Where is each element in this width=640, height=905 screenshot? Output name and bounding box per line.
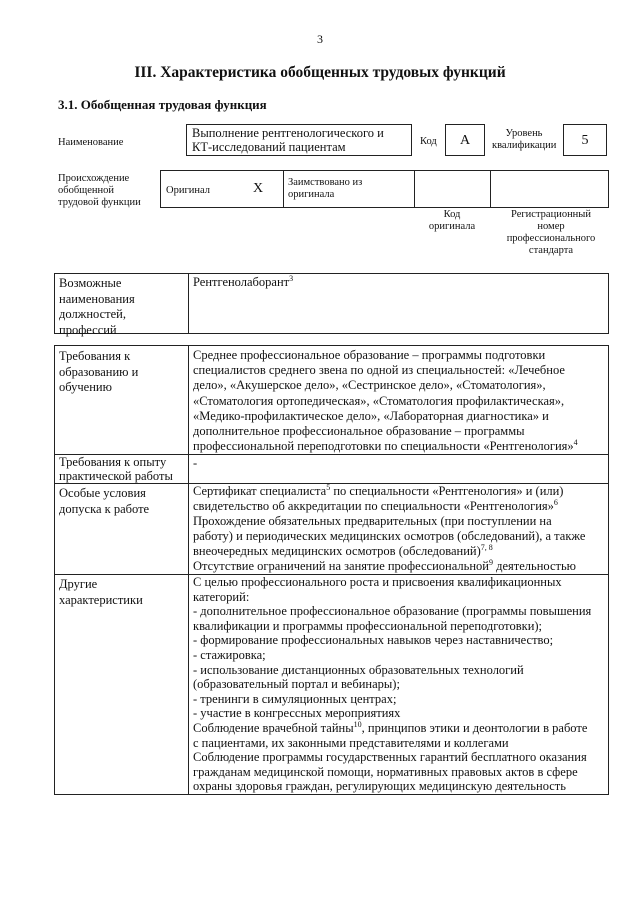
experience-value: -	[193, 456, 198, 470]
level-label	[492, 128, 556, 152]
section-title: III. Характеристика обобщенных трудовых функций	[134, 64, 506, 81]
reg-caption-line1: Регистрационный	[511, 209, 591, 220]
education-line-7-text: профессиональной переподготовки по специальности «Рентгенология»	[193, 439, 574, 454]
original-label: Оригинал	[166, 185, 210, 196]
code-caption-line2: оригинала	[428, 221, 476, 232]
education-footnote: 4	[573, 438, 578, 448]
level-value-box	[563, 124, 607, 156]
level-value: 5	[581, 133, 589, 148]
education-line-5: «Медико-профилактическое дело», «Лабораторная диагностика» и	[193, 408, 549, 423]
special-footnote-9: 9	[488, 557, 493, 567]
special-value	[193, 484, 585, 574]
experience-label-line2: практической работы	[59, 469, 173, 483]
name-label: Наименование	[58, 137, 124, 148]
name-value-box	[186, 124, 412, 156]
positions-label-line2: наименования	[59, 291, 135, 306]
subsection-title: 3.1. Обобщенная трудовая функция	[58, 97, 267, 112]
other-line-13: Соблюдение программы государственных гарантий бесплатного оказания	[193, 750, 587, 765]
other-line-3: - дополнительное профессиональное образование (программы повышения	[193, 604, 592, 619]
education-line-6: дополнительное профессиональное образование – программы	[193, 424, 525, 439]
education-label-line3: обучению	[59, 380, 112, 394]
positions-table	[54, 273, 609, 337]
other-line-10: - участие в конгрессных мероприятиях	[193, 706, 401, 721]
special-line-1a: Сертификат специалиста	[193, 484, 327, 498]
code-value: А	[459, 133, 471, 148]
level-label-line1: Уровень	[505, 128, 543, 139]
positions-label	[59, 276, 135, 338]
other-line-11a: Соблюдение врачебной тайны	[193, 720, 354, 735]
code-label: Код	[420, 136, 437, 147]
name-value-line1: Выполнение рентгенологического и	[192, 126, 384, 140]
page-number: 3	[317, 32, 323, 46]
other-label	[59, 577, 143, 608]
reg-caption-line4: стандарта	[528, 245, 574, 256]
requirements-table	[54, 345, 609, 795]
education-label-line2: образованию и	[59, 364, 139, 379]
other-label-line1: Другие	[59, 577, 98, 591]
positions-value	[193, 275, 293, 291]
education-label	[59, 349, 138, 396]
origin-label-line2: обобщенной	[58, 185, 115, 196]
special-line-5	[193, 544, 585, 559]
borrowed-label-line1: Заимствовано из	[288, 177, 363, 188]
other-line-7: - использование дистанционных образовательных технологий	[193, 662, 524, 677]
special-line-5a: внеочередных медицинских осмотров (обследований)	[193, 544, 481, 558]
special-line-1b: по специальности «Рентгенология» и (или)	[330, 484, 564, 498]
other-line-11b: , принципов этики и деонтологии в работе	[361, 720, 588, 735]
other-label-line2: характеристики	[59, 592, 143, 607]
positions-label-line3: должностей,	[59, 307, 126, 321]
education-line-4: «Стоматология ортопедическая», «Стоматология профилактическая»,	[193, 393, 565, 408]
origin-label-line3: трудовой функции	[58, 197, 141, 208]
other-line-14: гражданам медицинской помощи, нормативных правовых актов в сфере	[193, 764, 578, 779]
other-line-15: охраны здоровья граждан, регулирующих медицинскую деятельность	[193, 779, 566, 794]
positions-value-text: Рентгенолаборант	[193, 275, 290, 289]
other-line-4: квалификации и программы профессиональной переподготовки);	[193, 618, 543, 633]
special-line-1	[193, 484, 585, 499]
other-line-11	[193, 721, 591, 736]
special-label	[59, 486, 149, 517]
reg-caption	[496, 209, 606, 257]
other-line-2: категорий:	[193, 589, 250, 604]
positions-label-line4: профессий	[59, 322, 117, 337]
other-line-8: (образовательный портал и вебинары);	[193, 677, 400, 692]
special-line-3: Прохождение обязательных предварительных (при поступлении на	[193, 514, 552, 528]
education-line-3: дело», «Акушерское дело», «Сестринское дело», «Стоматология»,	[193, 378, 546, 393]
education-line-7	[193, 439, 578, 454]
other-line-5: - формирование профессиональных навыков через наставничество;	[193, 633, 554, 648]
special-line-6	[193, 559, 585, 574]
name-value-line2: КТ-исследований пациентам	[192, 140, 346, 154]
other-line-6: - стажировка;	[193, 647, 266, 662]
experience-label-line1: Требования к опыту	[59, 455, 167, 469]
other-value	[193, 575, 591, 794]
reg-caption-line2: номер	[537, 221, 565, 232]
special-label-line2: допуска к работе	[59, 501, 150, 516]
other-line-9: - тренинги в симуляционных центрах;	[193, 691, 397, 706]
education-line-2: специалистов среднего звена по одной из специальностей: «Лечебное	[193, 363, 565, 378]
special-line-6a: Отсутствие ограничений на занятие профессиональной	[193, 559, 489, 573]
other-line-1: С целью профессионального роста и присвоения квалификационных	[193, 575, 562, 589]
original-mark: X	[253, 181, 264, 196]
origin-table	[160, 170, 609, 208]
special-footnote-6: 6	[553, 497, 558, 507]
code-caption	[414, 209, 490, 233]
education-label-line1: Требования к	[59, 349, 131, 363]
other-footnote-10: 10	[353, 719, 362, 729]
special-label-line1: Особые условия	[59, 486, 146, 500]
positions-value-footnote: 3	[289, 273, 294, 283]
experience-label	[59, 455, 173, 483]
code-caption-line1: Код	[443, 209, 461, 220]
special-line-6b: деятельностью	[492, 559, 577, 573]
special-line-2	[193, 499, 585, 514]
education-line-1: Среднее профессиональное образование – программы подготовки	[193, 348, 546, 362]
special-line-2a: свидетельство об аккредитации по специальности «Рентгенология»	[193, 499, 554, 513]
special-line-4: работу) и периодических медицинских осмотров (обследований), а также	[193, 529, 586, 543]
level-label-line2: квалификации	[492, 140, 557, 151]
other-line-12: с пациентами, их законными представителями и коллегами	[193, 735, 509, 750]
origin-label-line1: Происхождение	[58, 173, 130, 184]
origin-label	[58, 173, 141, 209]
education-value	[193, 348, 578, 454]
special-footnote-7-8: 7, 8	[480, 542, 493, 552]
special-footnote-5: 5	[326, 482, 331, 492]
borrowed-label-line2: оригинала	[288, 189, 335, 200]
positions-label-line1: Возможные	[59, 276, 122, 290]
reg-caption-line3: профессионального	[506, 233, 596, 244]
code-value-box	[445, 124, 485, 156]
borrowed-label	[288, 177, 362, 201]
